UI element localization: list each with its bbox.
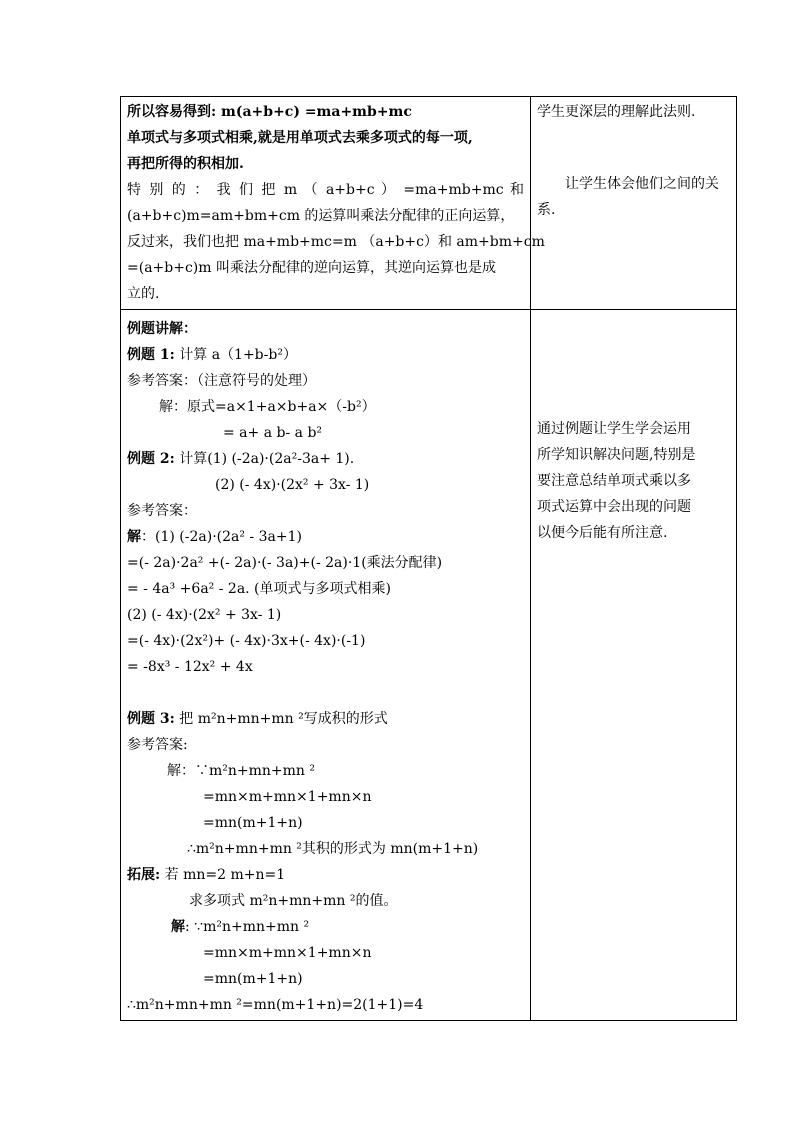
paragraph-line: (a+b+c)m=am+bm+cm 的运算叫乘法分配律的正向运算， bbox=[127, 208, 515, 224]
solution-text: ：(1) (-2a)·(2a² - 3a+1) bbox=[141, 529, 302, 545]
example-text: 计算(1) (-2a)·(2a²-3a+ 1). bbox=[174, 451, 355, 467]
reference-answer: 参考答案: bbox=[127, 737, 188, 753]
solution-label: 解 bbox=[171, 919, 185, 935]
solution-text: : ∵m²n+mn+mn ² bbox=[185, 919, 310, 935]
extension-text: 若 mn=2 m+n=1 bbox=[160, 867, 286, 883]
spacer bbox=[127, 680, 524, 706]
paragraph-line: 立的. bbox=[127, 286, 160, 302]
example-label: 例题 1: bbox=[127, 347, 175, 363]
extension-question: 求多项式 m²n+mn+mn ²的值。 bbox=[189, 893, 398, 909]
solution-line: 解：∵m²n+mn+mn ² bbox=[167, 763, 316, 779]
solution-line: ∴m²n+mn+mn ²其积的形式为 mn(m+1+n) bbox=[187, 841, 479, 857]
intent-note: 项式运算中会出现的问题 bbox=[537, 499, 691, 515]
solution-line: =mn(m+1+n) bbox=[203, 971, 303, 987]
solution-label: 解 bbox=[127, 529, 141, 545]
solution-line: = -8x³ - 12x² + 4x bbox=[127, 659, 253, 675]
paragraph-line: 反过来，我们也把 ma+mb+mc=m （a+b+c）和 am+bm+cm bbox=[127, 234, 545, 250]
rule-statement: 单项式与多项式相乘,就是用单项式去乘多项式的每一项, bbox=[127, 130, 473, 146]
table-row bbox=[121, 310, 737, 1021]
example-text: 计算 a（1+b-b²） bbox=[174, 347, 297, 363]
solution-line bbox=[127, 914, 524, 940]
solution-line: =mn(m+1+n) bbox=[203, 815, 303, 831]
section-heading: 例题讲解： bbox=[127, 321, 197, 337]
solution-line: =mn×m+mn×1+mn×n bbox=[203, 789, 372, 805]
extension-title bbox=[127, 862, 524, 888]
example-3-title bbox=[127, 706, 524, 732]
example-text: (2) (- 4x)·(2x² + 3x- 1) bbox=[215, 477, 370, 493]
design-intent-cell bbox=[531, 310, 737, 1021]
teaching-content-cell bbox=[121, 97, 545, 310]
solution-line: = a+ a b- a b² bbox=[223, 425, 323, 441]
intent-block bbox=[537, 416, 730, 546]
solution-line: =(- 4x)·(2x²)+ (- 4x)·3x+(- 4x)·(-1) bbox=[127, 633, 366, 649]
rule-derivation: 所以容易得到: m(a+b+c) =ma+mb+mc bbox=[127, 104, 412, 120]
table-row bbox=[121, 97, 737, 310]
paragraph-line: 特 别 的 ： 我 们 把 m （ a+b+c ） =ma+mb+mc 和 bbox=[127, 182, 524, 198]
solution-line: ∴m²n+mn+mn ²=mn(m+1+n)=2(1+1)=4 bbox=[127, 997, 424, 1013]
design-intent-cell bbox=[531, 97, 737, 310]
example-2-title bbox=[127, 446, 524, 472]
solution-line: (2) (- 4x)·(2x² + 3x- 1) bbox=[127, 607, 282, 623]
solution-line: =mn×m+mn×1+mn×n bbox=[203, 945, 372, 961]
solution-line: = - 4a³ +6a² - 2a. (单项式与多项式相乘) bbox=[127, 581, 391, 597]
solution-line bbox=[127, 524, 524, 550]
intent-note: 以便今后能有所注意. bbox=[537, 525, 668, 541]
intent-note: 所学知识解决问题,特别是 bbox=[537, 447, 696, 463]
intent-note: 通过例题让学生学会运用 bbox=[537, 421, 691, 437]
intent-note: 让学生体会他们之间的关系. bbox=[537, 176, 719, 218]
intent-note: 学生更深层的理解此法则. bbox=[537, 104, 696, 120]
solution-line: =(- 2a)·2a² +(- 2a)·(- 3a)+(- 2a)·1(乘法分配律) bbox=[127, 555, 443, 571]
reference-answer: 参考答案：（注意符号的处理） bbox=[127, 373, 316, 389]
example-label: 例题 2: bbox=[127, 451, 175, 467]
example-text: 把 m²n+mn+mn ²写成积的形式 bbox=[174, 711, 388, 727]
intent-note: 要注意总结单项式乘以多 bbox=[537, 473, 691, 489]
rule-statement-cont: 再把所得的积相加. bbox=[127, 156, 244, 172]
examples-cell bbox=[121, 310, 531, 1021]
extension-label: 拓展: bbox=[127, 867, 161, 883]
example-label: 例题 3: bbox=[127, 711, 175, 727]
solution-line: 解：原式=a×1+a×b+a×（-b²） bbox=[159, 399, 376, 415]
reference-answer: 参考答案： bbox=[127, 503, 197, 519]
example-1-title bbox=[127, 342, 524, 368]
paragraph-line: =(a+b+c)m 叫乘法分配律的逆向运算，其逆向运算也是成 bbox=[127, 260, 496, 276]
lesson-plan-table bbox=[120, 96, 737, 1021]
